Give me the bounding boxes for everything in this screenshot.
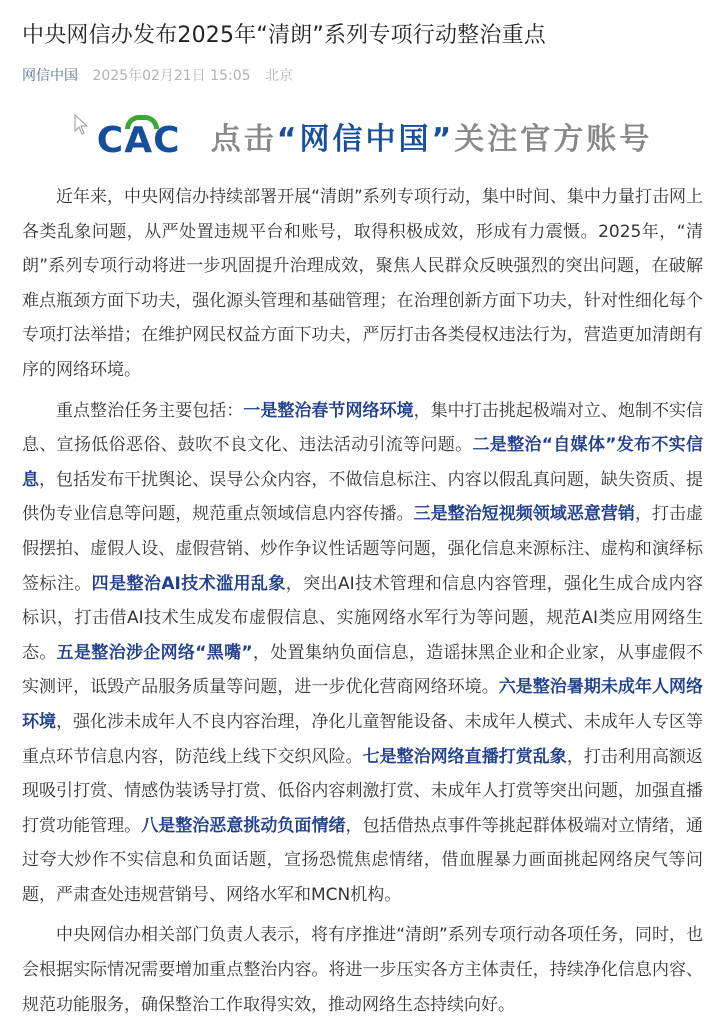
follow-account-banner[interactable] <box>22 108 703 164</box>
key-task-heading: 六是整治暑期未成年人网络环境 <box>22 677 704 732</box>
article-body <box>22 180 703 1022</box>
key-task-heading: 二是整治“自媒体”发布不实信息 <box>22 435 703 490</box>
paragraph-text: 近年来，中央网信办持续部署开展“清朗”系列专项行动，集中时间、集中力量打击网上各类乱象问题，从严处置违规平台和账号，取得积极成效，形成有力震慑。2025年，“清朗”系列专项行动将进一步巩固提升治理成效，聚焦人民群众反映强烈的突出问题，在破解难点瓶颈方面下功夫，强化源头管理和基础管理；在治理创新方面下功夫，针对性细化每个专项打法举措；在维护网民权益方面下功夫，严厉打击各类侵权违法行为，营造更加清朗有序的网络环境。 <box>22 187 703 380</box>
cursor-icon <box>73 114 91 136</box>
banner-text: 点击“网信中国”关注官方账号 <box>210 122 653 157</box>
publish-location: 北京 <box>264 68 293 84</box>
key-task-heading: 八是整治恶意挑动负面情绪 <box>141 815 346 836</box>
paragraph-text: 重点整治任务主要包括： <box>56 400 244 421</box>
paragraph-text: ，打击利用高额返现吸引打赏、情感伪装诱导打赏、低俗内容刺激打赏、未成年人打赏等突出问题，加强直播打赏功能管理。 <box>22 746 704 836</box>
paragraph-text: ，强化涉未成年人不良内容治理，净化儿童智能设备、未成年人模式、未成年人专区等重点环节信息内容，防范线上线下交织风险。 <box>22 711 704 767</box>
paragraph-text: ，处置集纳负面信息，造谣抹黑企业和企业家，从事虚假不实测评，诋毁产品服务质量等问题，进一步优化营商网络环境。 <box>22 642 704 698</box>
cac-logo-icon: CAC <box>97 115 187 157</box>
key-task-heading: 三是整治短视频领域恶意营销 <box>413 504 635 525</box>
article-meta <box>22 66 703 86</box>
paragraph-text: 中央网信办相关部门负责人表示，将有序推进“清朗”系列专项行动各项任务，同时，也会根据实际情况需要增加重点整治内容。将进一步压实各方主体责任，持续净化信息内容、规范功能服务，确保整治工作取得实效，推动网络生态持续向好。 <box>22 925 703 1015</box>
article-paragraph <box>22 180 703 388</box>
article-title: 中央网信办发布2025年“清朗”系列专项行动整治重点 <box>22 23 546 48</box>
paragraph-text: ，突出AI技术管理和信息内容管理，强化生成合成内容标识，打击借AI技术生成发布虚假信息、实施网络水军行为等问题，规范AI类应用网络生态。 <box>22 573 703 663</box>
key-task-heading: 七是整治网络直播打赏乱象 <box>362 746 567 767</box>
publish-date: 2025年02月21日 15:05 <box>92 68 251 84</box>
paragraph-text: ，打击虚假摆拍、虚假人设、虚假营销、炒作争议性话题等问题，强化信息来源标注、虚构和演绎标签标注。 <box>22 504 704 594</box>
paragraph-text: ，集中打击挑起极端对立、炮制不实信息、宣扬低俗恶俗、鼓吹不良文化、违法活动引流等问题。 <box>22 400 704 456</box>
key-task-heading: 四是整治AI技术滥用乱象 <box>91 573 286 594</box>
source-account-link[interactable]: 网信中国 <box>22 68 78 84</box>
paragraph-text: ，包括发布干扰舆论、误导公众内容，不做信息标注、内容以假乱真问题，缺失资质、提供伪专业信息等问题，规范重点领域信息内容传播。 <box>22 469 704 525</box>
article-paragraph <box>22 918 703 1022</box>
article-paragraph <box>22 394 703 913</box>
key-task-heading: 一是整治春节网络环境 <box>243 400 414 421</box>
key-task-heading: 五是整治涉企网络“黑嘴” <box>56 642 253 663</box>
paragraph-text: ，包括借热点事件等挑起群体极端对立情绪，通过夸大炒作不实信息和负面话题，宣扬恐慌焦虑情绪，借血腥暴力画面挑起网络戾气等问题，严肃查处违规营销号、网络水军和MCN机构。 <box>22 815 704 905</box>
